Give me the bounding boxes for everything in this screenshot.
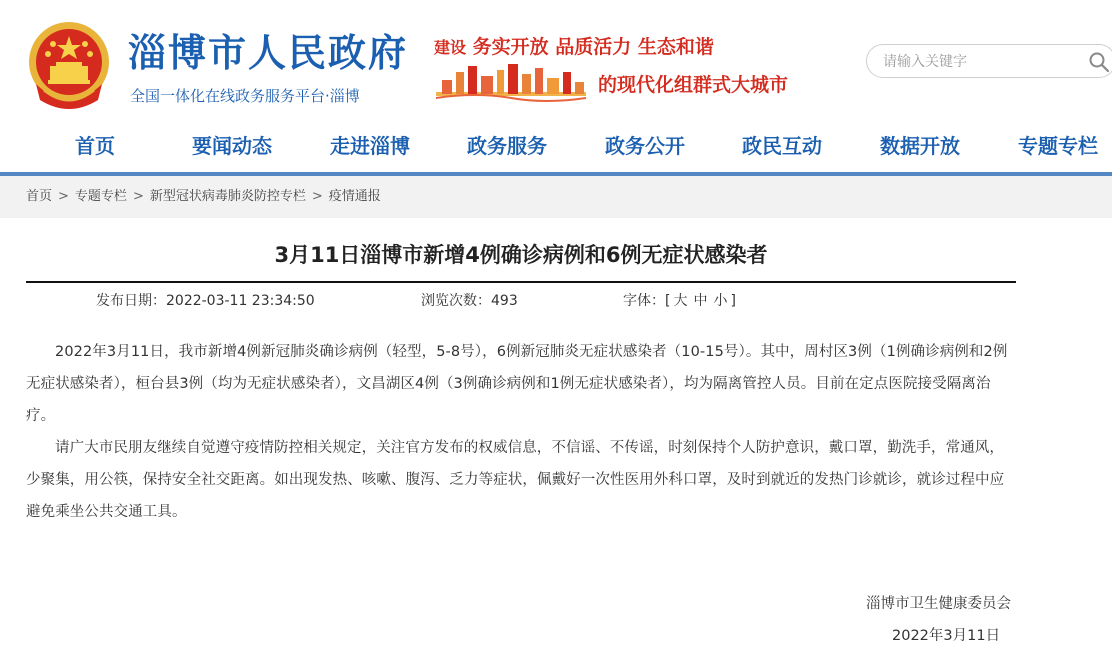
article-paragraph: 2022年3月11日，我市新增4例新冠肺炎确诊病例（轻型，5-8号），6例新冠肺炎无症状感染者（10-15号）。其中，周村区3例（1例确诊病例和2例无症状感染者），桓台县3例（均为无症状感染者），文昌湖区4例（3例确诊病例和1例无症状感染者），均为隔离管控人员。目前在定点医院接受隔离治疗。 — [26, 344, 1008, 424]
view-count: 浏览次数：493 — [421, 293, 518, 309]
search-box — [866, 44, 1112, 78]
nav-item-home[interactable]: 首页 — [75, 134, 115, 158]
article-paragraph: 请广大市民朋友继续自觉遵守疫情防控相关规定，关注官方发布的权威信息，不信谣、不传谣，时刻保持个人防护意识，戴口罩，勤洗手，常通风，少聚集，用公筷，保持安全社交距离。如出现发热、咳嗽、腹泻、乏力等症状，佩戴好一次性医用外科口罩，及时到就近的发热门诊就诊，就诊过程中应避免乘坐公共交通工具。 — [26, 440, 1005, 520]
breadcrumb-separator: > — [311, 189, 323, 204]
nav-item-special-topics[interactable]: 专题专栏 — [1018, 134, 1098, 158]
font-large-link[interactable]: 大 — [673, 293, 688, 309]
signature-org: 淄博市卫生健康委员会 — [866, 596, 1011, 612]
nav-item-open-data[interactable]: 数据开放 — [880, 134, 960, 158]
site-header — [0, 0, 1112, 120]
slogan-line-1 — [434, 34, 714, 61]
font-size-bracket-open: [ — [665, 293, 671, 309]
nav-item-about-zibo[interactable]: 走进淄博 — [330, 134, 410, 158]
slogan-line-1-text: 务实开放 品质活力 生态和谐 — [472, 36, 714, 58]
main-nav — [0, 124, 1112, 172]
font-size-switcher — [623, 291, 736, 311]
breadcrumb — [26, 176, 381, 218]
breadcrumb-home[interactable]: 首页 — [26, 189, 53, 204]
breadcrumb-epidemic-report[interactable]: 疫情通报 — [328, 189, 381, 204]
nav-item-gov-services[interactable]: 政务服务 — [467, 134, 547, 158]
publish-date: 发布日期：2022-03-11 23:34:50 — [96, 293, 315, 309]
font-medium-link[interactable]: 中 — [693, 293, 708, 309]
title-divider — [26, 281, 1016, 283]
breadcrumb-special-topics[interactable]: 专题专栏 — [74, 189, 127, 204]
font-small-link[interactable]: 小 — [713, 293, 728, 309]
breadcrumb-bar — [0, 176, 1112, 218]
article-body — [26, 336, 1018, 528]
nav-item-interaction[interactable]: 政民互动 — [742, 134, 822, 158]
breadcrumb-covid-column[interactable]: 新型冠状病毒肺炎防控专栏 — [149, 189, 306, 204]
nav-item-news[interactable]: 要闻动态 — [192, 134, 272, 158]
slogan-lead: 建设 — [434, 38, 467, 57]
national-emblem-icon — [26, 20, 112, 112]
signature-date: 2022年3月11日 — [892, 628, 1001, 644]
city-skyline-icon — [436, 62, 586, 102]
breadcrumb-separator: > — [132, 189, 144, 204]
site-title[interactable]: 淄博市人民政府 — [128, 31, 409, 75]
font-size-label: 字体： — [623, 293, 665, 309]
nav-item-gov-disclosure[interactable]: 政务公开 — [605, 134, 685, 158]
site-subtitle: 全国一体化在线政务服务平台·淄博 — [130, 87, 360, 105]
slogan-line-2: 的现代化组群式大城市 — [598, 74, 789, 96]
article-title: 3月11日淄博市新增4例确诊病例和6例无症状感染者 — [274, 243, 768, 267]
search-icon[interactable] — [1087, 50, 1111, 74]
font-size-bracket-close: ] — [730, 293, 736, 309]
breadcrumb-separator: > — [58, 189, 69, 204]
search-input[interactable] — [881, 51, 1065, 73]
